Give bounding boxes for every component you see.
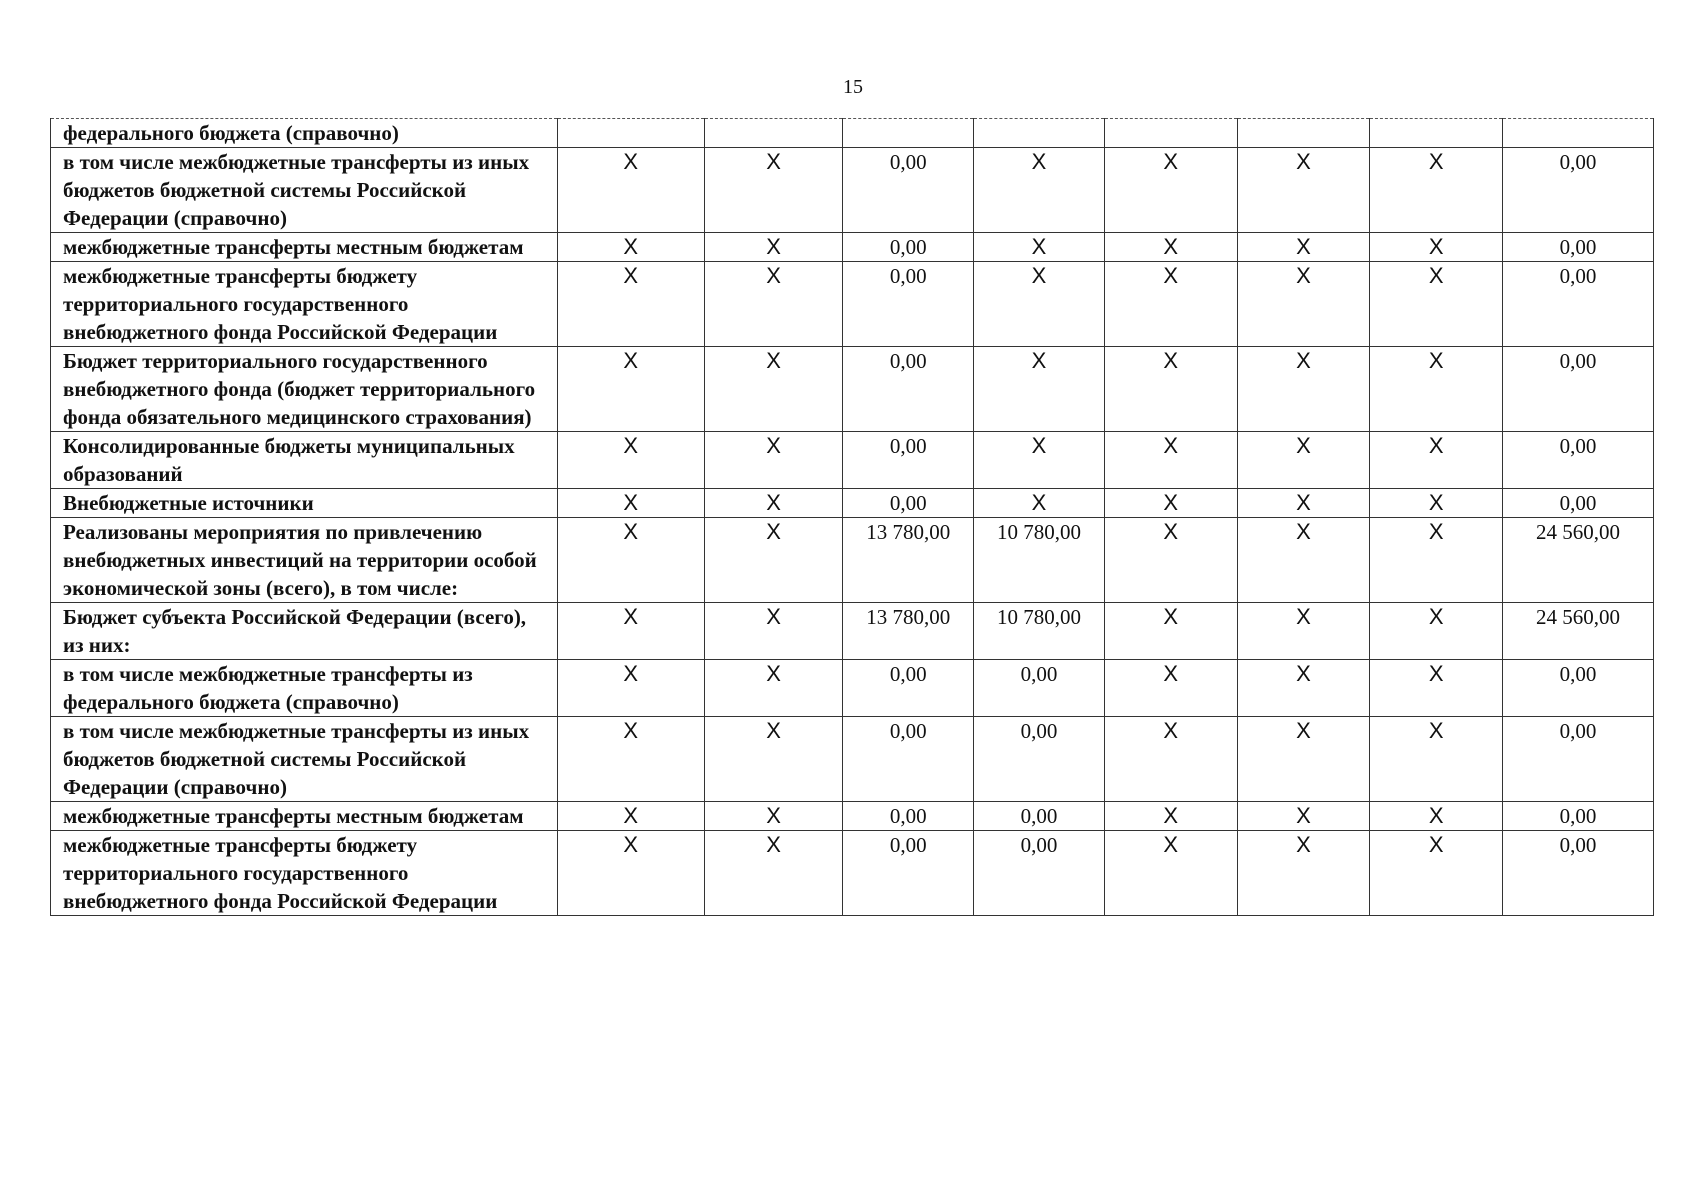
table-cell: X xyxy=(1237,489,1370,518)
table-cell: X xyxy=(557,347,704,432)
table-cell: 0,00 xyxy=(1503,347,1654,432)
table-cell: 10 780,00 xyxy=(974,603,1105,660)
budget-table xyxy=(50,118,1654,916)
table-cell: X xyxy=(974,262,1105,347)
table-cell: X xyxy=(704,489,843,518)
table-cell: 0,00 xyxy=(1503,262,1654,347)
table-body xyxy=(51,119,1654,916)
table-cell: X xyxy=(704,148,843,233)
table-cell: X xyxy=(557,831,704,916)
table-cell: X xyxy=(1104,660,1237,717)
table-cell: 0,00 xyxy=(1503,432,1654,489)
table-row xyxy=(51,603,1654,660)
row-label: Бюджет субъекта Российской Федерации (всего), из них: xyxy=(51,603,558,660)
table-cell: X xyxy=(704,831,843,916)
table-cell: X xyxy=(557,802,704,831)
row-label: в том числе межбюджетные трансферты из федерального бюджета (справочно) xyxy=(51,660,558,717)
table-cell: X xyxy=(1237,347,1370,432)
row-label: в том числе межбюджетные трансферты из иных бюджетов бюджетной системы Российской Федерации (справочно) xyxy=(51,717,558,802)
table-cell: 0,00 xyxy=(843,148,974,233)
table-cell: X xyxy=(557,432,704,489)
table-row xyxy=(51,262,1654,347)
table-cell: X xyxy=(1104,717,1237,802)
table-cell: X xyxy=(704,262,843,347)
table-cell xyxy=(704,119,843,148)
table-cell: X xyxy=(1237,717,1370,802)
table-cell: 0,00 xyxy=(843,432,974,489)
table-cell: X xyxy=(974,432,1105,489)
table-row xyxy=(51,831,1654,916)
page-number: 15 xyxy=(843,76,863,98)
table-cell: X xyxy=(1104,347,1237,432)
table-cell: X xyxy=(1370,603,1503,660)
table-cell: X xyxy=(557,233,704,262)
table-cell: X xyxy=(1237,802,1370,831)
table-cell: X xyxy=(1237,262,1370,347)
table-cell: 13 780,00 xyxy=(843,603,974,660)
table-cell: X xyxy=(557,660,704,717)
table-cell: X xyxy=(1104,262,1237,347)
table-row xyxy=(51,717,1654,802)
table-cell: X xyxy=(1104,432,1237,489)
table-cell: X xyxy=(557,603,704,660)
table-cell: X xyxy=(557,518,704,603)
table-cell: 0,00 xyxy=(1503,660,1654,717)
table-cell: 0,00 xyxy=(1503,489,1654,518)
table-cell: X xyxy=(1104,603,1237,660)
row-label: межбюджетные трансферты бюджету территориального государственного внебюджетного фонда Российской Федерации xyxy=(51,262,558,347)
table-cell xyxy=(1104,119,1237,148)
table-cell: 0,00 xyxy=(1503,717,1654,802)
table-cell: X xyxy=(1370,262,1503,347)
table-cell: X xyxy=(1237,233,1370,262)
table-row xyxy=(51,347,1654,432)
table-cell: 0,00 xyxy=(843,347,974,432)
table-cell xyxy=(974,119,1105,148)
table-cell: X xyxy=(704,432,843,489)
table-cell: 0,00 xyxy=(1503,148,1654,233)
table-cell: X xyxy=(1237,660,1370,717)
table-cell: 0,00 xyxy=(843,717,974,802)
table-cell: X xyxy=(704,660,843,717)
table-cell: 10 780,00 xyxy=(974,518,1105,603)
table-row xyxy=(51,119,1654,148)
table-cell: X xyxy=(1104,802,1237,831)
table-cell: 0,00 xyxy=(843,831,974,916)
table-cell: X xyxy=(1104,489,1237,518)
table-cell: X xyxy=(704,233,843,262)
table-cell: X xyxy=(1370,489,1503,518)
table-cell: X xyxy=(1104,831,1237,916)
table-cell: X xyxy=(1370,831,1503,916)
table-cell: X xyxy=(1237,518,1370,603)
table-cell: 0,00 xyxy=(974,717,1105,802)
row-label: Реализованы мероприятия по привлечению внебюджетных инвестиций на территории особой экономической зоны (всего), в том числе: xyxy=(51,518,558,603)
row-label: межбюджетные трансферты местным бюджетам xyxy=(51,802,558,831)
table-cell: 24 560,00 xyxy=(1503,603,1654,660)
table-cell: X xyxy=(1237,603,1370,660)
table-row xyxy=(51,660,1654,717)
table-cell: 0,00 xyxy=(1503,233,1654,262)
row-label: Бюджет территориального государственного внебюджетного фонда (бюджет территориального фонда обязательного медицинского страхования) xyxy=(51,347,558,432)
table-cell: 0,00 xyxy=(843,660,974,717)
table-cell: X xyxy=(974,489,1105,518)
table-cell: X xyxy=(557,148,704,233)
table-row xyxy=(51,489,1654,518)
table-cell: X xyxy=(1370,717,1503,802)
table-cell: X xyxy=(1370,148,1503,233)
row-label: Внебюджетные источники xyxy=(51,489,558,518)
row-label: межбюджетные трансферты местным бюджетам xyxy=(51,233,558,262)
table-cell xyxy=(1370,119,1503,148)
table-row xyxy=(51,148,1654,233)
table-cell: 0,00 xyxy=(1503,831,1654,916)
table-cell xyxy=(1237,119,1370,148)
row-label: Консолидированные бюджеты муниципальных образований xyxy=(51,432,558,489)
table-cell: 0,00 xyxy=(974,660,1105,717)
table-cell: X xyxy=(1237,432,1370,489)
table-cell: X xyxy=(704,717,843,802)
table-cell: X xyxy=(1104,148,1237,233)
row-label: федерального бюджета (справочно) xyxy=(51,119,558,148)
table-cell: X xyxy=(974,148,1105,233)
table-cell: X xyxy=(1237,148,1370,233)
table-cell: X xyxy=(1104,518,1237,603)
table-cell: X xyxy=(704,347,843,432)
table-cell: X xyxy=(1237,831,1370,916)
table-cell: X xyxy=(1370,518,1503,603)
table-cell: X xyxy=(557,262,704,347)
table-cell: X xyxy=(1370,233,1503,262)
table-row xyxy=(51,518,1654,603)
table-cell: X xyxy=(1370,660,1503,717)
table-cell: 0,00 xyxy=(843,262,974,347)
table-row xyxy=(51,802,1654,831)
table-cell: 0,00 xyxy=(843,802,974,831)
table-cell: X xyxy=(557,489,704,518)
table-cell: 0,00 xyxy=(974,802,1105,831)
table-cell: X xyxy=(1370,347,1503,432)
table-cell: X xyxy=(704,603,843,660)
table-cell xyxy=(843,119,974,148)
table-cell: 0,00 xyxy=(843,233,974,262)
table-cell xyxy=(1503,119,1654,148)
table-cell: X xyxy=(974,233,1105,262)
table-cell: 0,00 xyxy=(1503,802,1654,831)
table-cell: X xyxy=(974,347,1105,432)
table-cell: X xyxy=(704,518,843,603)
table-cell: X xyxy=(1370,432,1503,489)
row-label: межбюджетные трансферты бюджету территориального государственного внебюджетного фонда Российской Федерации xyxy=(51,831,558,916)
table-cell: 0,00 xyxy=(974,831,1105,916)
table-row xyxy=(51,432,1654,489)
row-label: в том числе межбюджетные трансферты из иных бюджетов бюджетной системы Российской Федерации (справочно) xyxy=(51,148,558,233)
table-cell: X xyxy=(704,802,843,831)
table-cell: 13 780,00 xyxy=(843,518,974,603)
table-cell xyxy=(557,119,704,148)
table-cell: X xyxy=(1370,802,1503,831)
table-cell: X xyxy=(1104,233,1237,262)
table-row xyxy=(51,233,1654,262)
table-cell: 0,00 xyxy=(843,489,974,518)
table-cell: X xyxy=(557,717,704,802)
table-cell: 24 560,00 xyxy=(1503,518,1654,603)
